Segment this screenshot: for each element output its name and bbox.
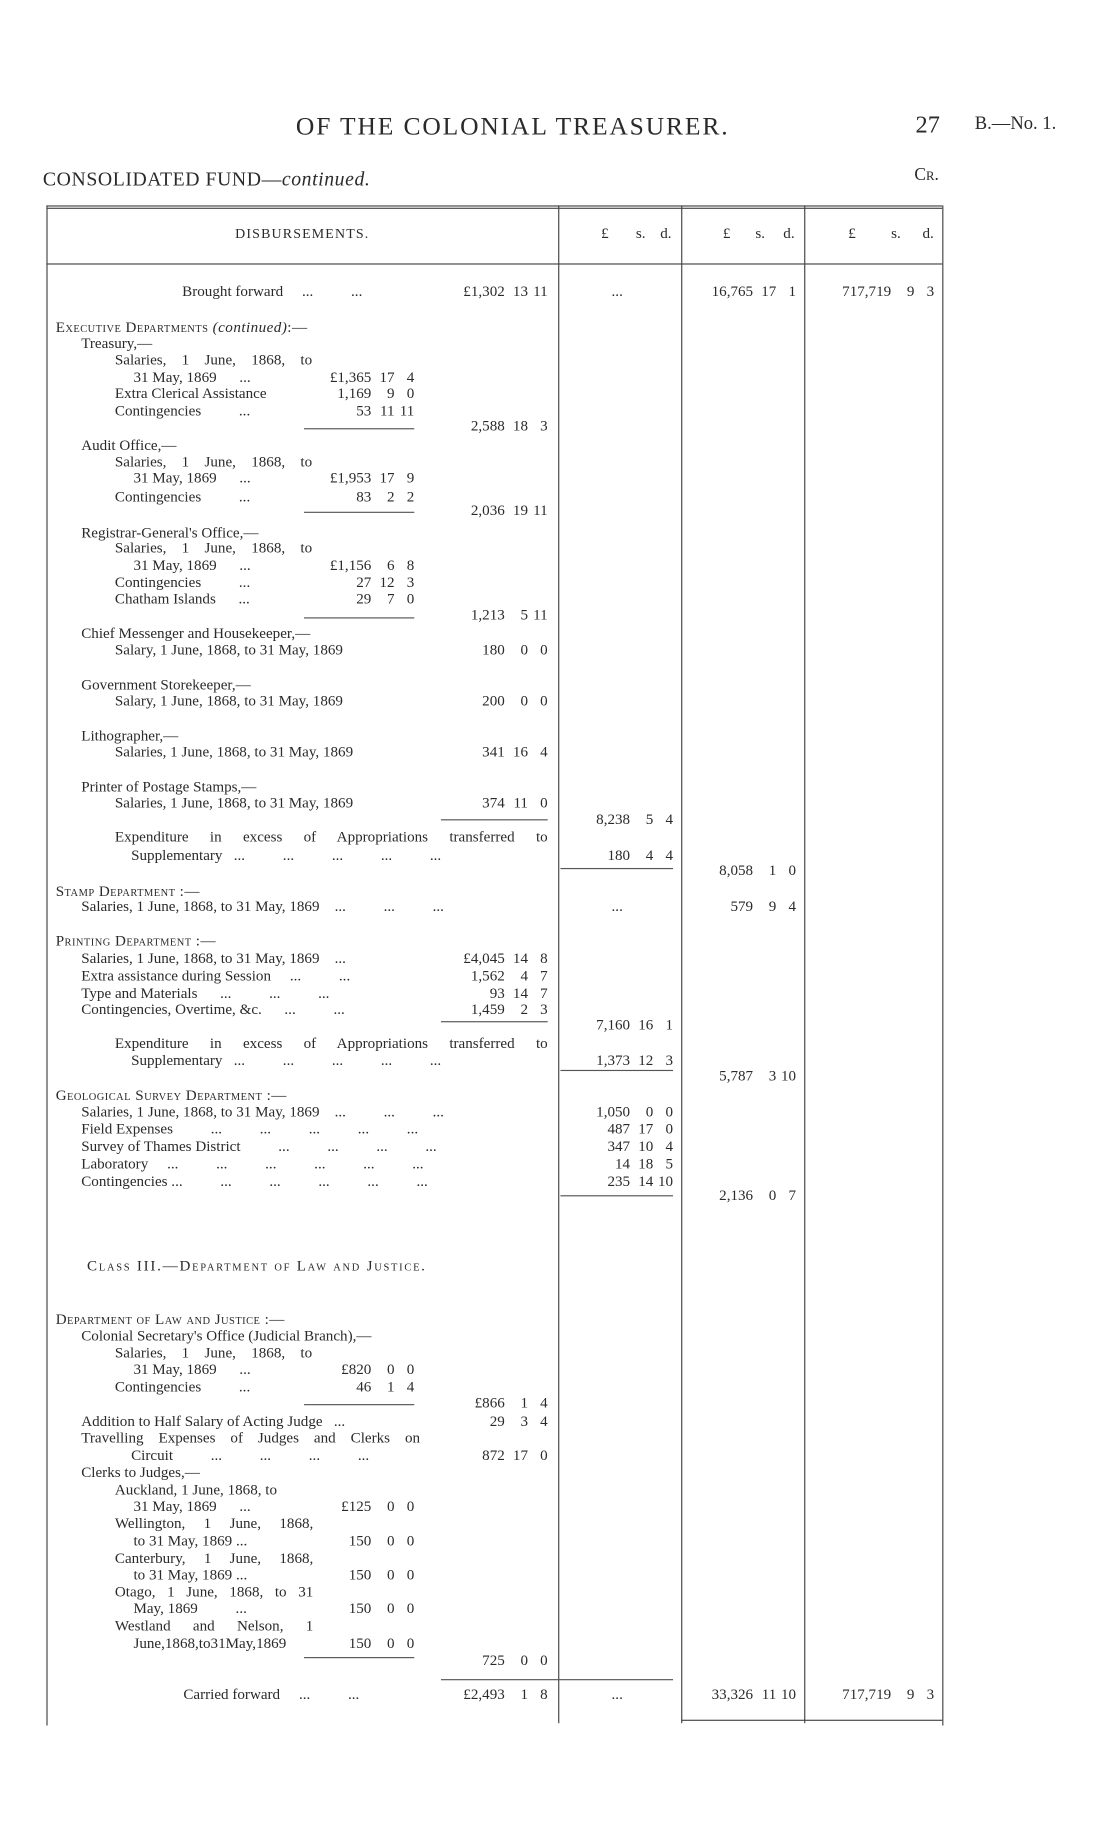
shillings: 6 xyxy=(386,555,395,574)
heading-italic: (continued) xyxy=(212,317,288,336)
line-item-label: Contingencies, Overtime, &c. ... ... xyxy=(81,1000,345,1018)
pence: 4 xyxy=(540,742,548,761)
shillings: 11 xyxy=(379,401,395,419)
shillings: 7 xyxy=(386,589,395,607)
pounds: 150 xyxy=(348,1565,372,1583)
amount-a1 xyxy=(356,589,414,608)
subtotal-rule xyxy=(304,428,414,429)
pounds: 53 xyxy=(356,401,372,419)
subtotal-rule xyxy=(304,617,414,618)
subtotal-rule xyxy=(560,1195,673,1196)
column-divider xyxy=(804,205,805,1723)
line-item-label: Lithographer,— xyxy=(81,726,179,744)
subtotal-rule xyxy=(441,819,548,820)
pence: 4 xyxy=(665,845,674,864)
pounds: 2,036 xyxy=(470,501,505,519)
amount-c1 xyxy=(607,1120,673,1139)
pounds: £820 xyxy=(341,1359,372,1378)
section-heading xyxy=(43,168,370,191)
pence: 10 xyxy=(780,1066,797,1084)
col2-pence-header: d. xyxy=(783,223,795,242)
amount-a1 xyxy=(349,1634,415,1653)
shillings: 0 xyxy=(386,1359,395,1378)
section-heading: Printing Department :— xyxy=(55,931,217,950)
line-item-label: Salaries, 1 June, 1868, to 31 May, 1869 xyxy=(114,793,354,812)
line-item-label: Treasury,— xyxy=(81,334,153,352)
empty-cell-dots: ... xyxy=(611,1684,623,1703)
shillings: 13 xyxy=(512,281,528,300)
col2-pound-header: £ xyxy=(722,223,731,242)
pounds: 83 xyxy=(356,487,372,505)
amount-a2 xyxy=(463,282,547,301)
pence: 11 xyxy=(399,401,415,419)
line-item-label: Expenditure in excess of Appropriations transferred to xyxy=(114,827,548,845)
pence: 4 xyxy=(406,367,415,386)
pounds: 1,050 xyxy=(596,1102,631,1120)
amount-a1 xyxy=(341,1497,414,1516)
amount-a2 xyxy=(471,967,548,986)
shillings: 10 xyxy=(638,1137,654,1155)
amount-a1 xyxy=(356,401,414,420)
pence: 9 xyxy=(406,468,415,487)
line-item-label: Survey of Thames District ... ... ... ... xyxy=(81,1137,437,1155)
pence: 8 xyxy=(406,555,415,574)
shillings: 11 xyxy=(761,1684,777,1703)
line-item-label: Addition to Half Salary of Acting Judge ... xyxy=(81,1412,346,1430)
subtotal-rule xyxy=(560,868,673,869)
amount-a2 xyxy=(475,1394,548,1413)
pence: 0 xyxy=(406,1565,415,1583)
subtotal-rule xyxy=(304,1404,414,1405)
line-item-label: Wellington, 1 June, 1868, xyxy=(114,1514,314,1532)
amount-c2 xyxy=(719,861,796,880)
section-heading: Geological Survey Department :— xyxy=(55,1086,287,1104)
column-divider xyxy=(942,205,943,1725)
shillings: 11 xyxy=(513,793,528,812)
shillings: 4 xyxy=(645,845,654,864)
line-item-label: Colonial Secretary's Office (Judicial Branch),— xyxy=(81,1326,372,1344)
pounds: 180 xyxy=(607,845,631,864)
line-item-label: Extra assistance during Session ... ... xyxy=(81,966,351,985)
subtotal-rule xyxy=(304,1657,414,1658)
pounds: 16,765 xyxy=(711,281,754,300)
disbursements-header: DISBURSEMENTS. xyxy=(235,225,370,242)
pence: 0 xyxy=(540,691,548,710)
pounds: 347 xyxy=(607,1137,631,1155)
pounds: 1,562 xyxy=(470,966,505,985)
amount-c1 xyxy=(596,810,673,829)
pounds: 29 xyxy=(356,589,372,607)
pounds: 8,238 xyxy=(596,809,631,828)
col1-shilling-header: s. xyxy=(635,223,646,242)
line-item-label: 31 May, 1869 ... xyxy=(133,1496,251,1515)
pence: 7 xyxy=(540,966,548,985)
line-item-label: Contingencies ... xyxy=(114,1377,251,1395)
pounds: 150 xyxy=(348,1633,372,1652)
col3-pound-header: £ xyxy=(848,223,856,242)
amount-c1 xyxy=(615,1155,673,1174)
pence: 8 xyxy=(540,1684,548,1703)
shillings: 9 xyxy=(906,1684,915,1703)
heading-tail: :— xyxy=(287,317,308,336)
pence: 4 xyxy=(665,1137,674,1155)
pounds: 180 xyxy=(482,640,505,658)
shillings: 14 xyxy=(638,1172,654,1190)
line-item-label: Laboratory ... ... ... ... ... ... xyxy=(81,1154,424,1173)
line-item-label: Government Storekeeper,— xyxy=(81,675,251,693)
amount-c2 xyxy=(719,1186,796,1205)
pounds: 717,719 xyxy=(842,281,892,300)
pounds: £1,365 xyxy=(329,367,372,386)
line-item-label: Salary, 1 June, 1868, to 31 May, 1869 xyxy=(114,640,343,658)
empty-cell-dots: ... xyxy=(611,896,623,915)
pence: 0 xyxy=(540,1651,548,1669)
amount-a1 xyxy=(349,1532,415,1551)
pence: 7 xyxy=(540,984,548,1002)
line-item-label: Salaries, 1 June, 1868, to xyxy=(114,538,313,556)
pounds: 717,719 xyxy=(842,1684,892,1703)
pounds: 93 xyxy=(489,984,505,1002)
shillings: 14 xyxy=(512,949,528,967)
amount-c1 xyxy=(607,846,673,865)
line-item-label: Salaries, 1 June, 1868, to 31 May, 1869 ... ... ... xyxy=(81,1102,444,1120)
line-item-label: Extra Clerical Assistance xyxy=(114,384,267,402)
pence: 10 xyxy=(657,1172,674,1190)
line-item-label: Chatham Islands ... xyxy=(114,589,250,607)
pence: 0 xyxy=(406,1359,415,1378)
line-item-label: Contingencies ... xyxy=(114,487,251,505)
line-item-label: Supplementary ... ... ... ... ... xyxy=(131,1051,442,1069)
line-item-label: Canterbury, 1 June, 1868, xyxy=(114,1549,314,1567)
amount-a2 xyxy=(482,1651,548,1670)
shillings: 3 xyxy=(520,1412,528,1430)
amount-a2 xyxy=(463,949,547,968)
amount-a1 xyxy=(356,1377,414,1396)
subtotal-rule xyxy=(441,1021,548,1022)
amount-c3 xyxy=(842,1685,934,1704)
pence: 11 xyxy=(533,605,548,624)
shillings: 2 xyxy=(520,1000,528,1018)
amount-c2 xyxy=(730,897,796,916)
line-item-label: Salaries, 1 June, 1868, to 31 May, 1869 ... xyxy=(81,949,346,967)
pounds: 14 xyxy=(615,1154,631,1173)
line-item-label: Salaries, 1 June, 1868, to xyxy=(114,1343,313,1362)
pounds: £4,045 xyxy=(463,949,505,967)
pence: 3 xyxy=(540,1000,548,1018)
pence: 0 xyxy=(406,1531,415,1550)
line-item-label: 31 May, 1869 ... xyxy=(133,555,251,574)
shillings: 0 xyxy=(386,1633,395,1652)
pounds: 29 xyxy=(489,1412,505,1430)
pounds: 1,169 xyxy=(337,384,372,402)
pence: 2 xyxy=(406,487,415,505)
line-item-label: to 31 May, 1869 ... xyxy=(133,1531,248,1550)
shillings: 0 xyxy=(645,1102,654,1120)
amount-a1 xyxy=(330,556,414,575)
line-item-label: Contingencies ... xyxy=(114,573,251,591)
pounds: 1,459 xyxy=(470,1000,505,1018)
amount-a2 xyxy=(482,1446,548,1465)
shillings: 16 xyxy=(638,1015,654,1033)
pounds: 150 xyxy=(348,1531,372,1550)
shillings: 1 xyxy=(520,1393,528,1412)
line-item-label: 31 May, 1869 ... xyxy=(133,468,251,487)
shillings: 0 xyxy=(386,1565,395,1583)
shillings: 16 xyxy=(512,742,528,761)
column-divider xyxy=(681,205,682,1723)
line-item-label: Otago, 1 June, 1868, to 31 xyxy=(114,1582,314,1601)
shillings: 9 xyxy=(906,281,915,300)
pence: 10 xyxy=(780,1684,797,1703)
line-item-label: Contingencies ... ... ... ... ... ... xyxy=(81,1172,428,1190)
shillings: 1 xyxy=(520,1684,528,1703)
pence: 8 xyxy=(540,949,548,967)
pence: 3 xyxy=(665,1051,674,1069)
shillings: 0 xyxy=(386,1599,395,1617)
line-item-label: Brought forward ... ... xyxy=(182,281,363,300)
amount-a1 xyxy=(341,1360,414,1379)
pence: 3 xyxy=(540,416,548,434)
line-item-label: Salaries, 1 June, 1868, to xyxy=(114,452,313,470)
line-item-label: Supplementary ... ... ... ... ... xyxy=(131,845,442,864)
shillings: 1 xyxy=(386,1377,395,1395)
line-item-label: Circuit ... ... ... ... xyxy=(131,1445,370,1464)
shillings: 3 xyxy=(768,1066,777,1084)
section-name: CONSOLIDATED FUND— xyxy=(42,168,282,191)
shillings: 9 xyxy=(386,384,395,402)
amount-c1 xyxy=(596,1102,673,1121)
empty-cell-dots: ... xyxy=(611,281,623,300)
amount-c1 xyxy=(607,1137,673,1156)
pounds: 235 xyxy=(607,1172,631,1190)
subtotal-rule xyxy=(560,1070,673,1071)
col3-pence-header: d. xyxy=(922,223,934,242)
pence: 0 xyxy=(406,589,415,607)
amount-a1 xyxy=(330,469,414,488)
line-item-label: Clerks to Judges,— xyxy=(81,1463,200,1481)
pounds: 374 xyxy=(482,793,505,812)
shillings: 17 xyxy=(638,1119,654,1138)
pence: 4 xyxy=(540,1412,548,1430)
shillings: 18 xyxy=(638,1154,654,1173)
pence: 4 xyxy=(406,1377,415,1395)
pounds: £1,302 xyxy=(463,281,505,300)
shillings: 18 xyxy=(512,416,528,434)
line-item-label: Field Expenses ... ... ... ... ... xyxy=(81,1119,419,1138)
line-item-label: Expenditure in excess of Appropriations transferred to xyxy=(114,1033,548,1052)
shillings: 17 xyxy=(512,1445,528,1464)
pounds: 150 xyxy=(348,1599,372,1617)
subtotal-rule xyxy=(304,512,414,513)
pounds: 872 xyxy=(482,1445,505,1464)
pounds: 7,160 xyxy=(596,1015,631,1033)
pounds: 579 xyxy=(730,896,754,915)
line-item-label: Printer of Postage Stamps,— xyxy=(81,777,257,795)
shillings: 0 xyxy=(520,1651,528,1669)
shillings: 0 xyxy=(386,1496,395,1515)
line-item-label: Travelling Expenses of Judges and Clerks on xyxy=(81,1428,421,1446)
line-item-label: Salaries, 1 June, 1868, to 31 May, 1869 ... ... ... xyxy=(81,896,444,915)
shillings: 12 xyxy=(638,1051,654,1069)
pounds: £1,953 xyxy=(329,468,372,487)
pence: 1 xyxy=(788,281,797,300)
shillings: 4 xyxy=(520,966,528,985)
pounds: 725 xyxy=(482,1651,505,1669)
amount-a2 xyxy=(471,501,548,520)
pence: 4 xyxy=(788,896,797,915)
amount-c1 xyxy=(607,1172,673,1191)
pounds: £125 xyxy=(341,1496,372,1515)
document-reference: B.—No. 1. xyxy=(974,113,1057,134)
amount-a1 xyxy=(349,1599,415,1618)
line-item-label: Carried forward ... ... xyxy=(183,1684,360,1703)
pence: 11 xyxy=(533,281,548,300)
pence: 7 xyxy=(788,1185,797,1204)
pence: 0 xyxy=(665,1119,674,1138)
amount-a1 xyxy=(356,487,414,506)
amount-a2 xyxy=(490,1412,548,1431)
amount-c1 xyxy=(596,1015,673,1034)
pounds: 2,136 xyxy=(719,1185,754,1204)
line-item-label: Salaries, 1 June, 1868, to 31 May, 1869 xyxy=(114,742,354,761)
pence: 0 xyxy=(665,1102,674,1120)
table-rule xyxy=(46,208,942,209)
col1-pence-header: d. xyxy=(660,223,672,242)
pounds: 33,326 xyxy=(711,1684,754,1703)
amount-a2 xyxy=(471,606,548,625)
pence: 0 xyxy=(406,1599,415,1617)
line-item-label: Contingencies ... xyxy=(114,401,251,419)
shillings: 17 xyxy=(379,367,395,386)
pence: 4 xyxy=(540,1393,548,1412)
table-rule xyxy=(46,263,942,264)
section-heading: Stamp Department :— xyxy=(55,881,200,900)
shillings: 14 xyxy=(512,984,528,1002)
pence: 5 xyxy=(665,1154,674,1173)
amount-c1 xyxy=(596,1051,673,1070)
pounds: 1,213 xyxy=(470,605,505,624)
amount-c3 xyxy=(842,282,934,301)
page-number: 27 xyxy=(915,110,940,139)
shillings: 0 xyxy=(520,691,528,710)
amount-a2 xyxy=(471,417,548,436)
pounds: 5,787 xyxy=(719,1066,754,1084)
shillings: 2 xyxy=(386,487,395,505)
amount-a1 xyxy=(349,1565,415,1584)
pence: 4 xyxy=(665,809,674,828)
pounds: £1,156 xyxy=(329,555,372,574)
shillings: 17 xyxy=(761,281,777,300)
line-item-label: May, 1869 ... xyxy=(133,1599,247,1617)
credit-side-label: Cr. xyxy=(914,165,939,185)
pence: 0 xyxy=(788,861,797,879)
pence: 0 xyxy=(406,1633,415,1652)
shillings: 12 xyxy=(379,573,395,591)
line-item-label: to 31 May, 1869 ... xyxy=(133,1565,248,1583)
pounds: 27 xyxy=(356,573,372,591)
amount-a1 xyxy=(337,384,414,403)
col2-shilling-header: s. xyxy=(755,223,766,242)
pence: 3 xyxy=(406,573,415,591)
pence: 0 xyxy=(540,640,548,658)
section-heading: Class III.—Department of Law and Justice. xyxy=(87,1256,427,1275)
line-item-label: June,1868,to31May,1869 xyxy=(133,1633,287,1652)
shillings: 0 xyxy=(768,1185,777,1204)
line-item-label: Type and Materials ... ... ... xyxy=(81,984,330,1002)
line-item-label: Salary, 1 June, 1868, to 31 May, 1869 xyxy=(114,691,343,710)
column-divider xyxy=(46,205,47,1725)
pence: 11 xyxy=(533,501,548,519)
pounds: 200 xyxy=(482,691,505,710)
pounds: £2,493 xyxy=(463,1684,505,1703)
line-item-label: Auckland, 1 June, 1868, to xyxy=(114,1480,278,1499)
amount-c2 xyxy=(719,1066,796,1085)
amount-c2 xyxy=(712,1685,796,1704)
shillings: 19 xyxy=(512,501,528,519)
section-continued: continued. xyxy=(281,168,371,191)
pounds: 341 xyxy=(482,742,505,761)
line-item-label: Chief Messenger and Housekeeper,— xyxy=(81,624,311,642)
col1-pound-header: £ xyxy=(601,223,609,242)
pounds: £866 xyxy=(474,1393,505,1412)
amount-a2 xyxy=(482,692,548,711)
page-title: OF THE COLONIAL TREASURER. xyxy=(295,111,730,141)
pence: 0 xyxy=(406,384,415,402)
pounds: 8,058 xyxy=(719,861,754,879)
table-rule xyxy=(46,205,942,206)
amount-c2 xyxy=(712,282,796,301)
subtotal-rule xyxy=(441,1679,673,1680)
pence: 1 xyxy=(665,1015,674,1033)
pounds: 487 xyxy=(607,1119,631,1138)
col3-shilling-header: s. xyxy=(891,223,901,242)
shillings: 0 xyxy=(520,640,528,658)
pence: 0 xyxy=(406,1496,415,1515)
pounds: 46 xyxy=(356,1377,372,1395)
table-rule xyxy=(681,1720,942,1721)
shillings: 9 xyxy=(768,896,777,915)
pence: 0 xyxy=(540,1445,548,1464)
amount-a2 xyxy=(482,641,548,660)
line-item-label: Audit Office,— xyxy=(81,436,177,454)
line-item-label: 31 May, 1869 ... xyxy=(133,367,251,386)
shillings: 0 xyxy=(386,1531,395,1550)
pounds: 2,588 xyxy=(470,416,505,434)
amount-a2 xyxy=(482,743,548,762)
pence: 3 xyxy=(926,281,935,300)
amount-a2 xyxy=(482,794,548,813)
shillings: 5 xyxy=(520,605,528,624)
line-item-label: Westland and Nelson, 1 xyxy=(114,1616,314,1634)
shillings: 1 xyxy=(768,861,777,879)
line-item-label: 31 May, 1869 ... xyxy=(133,1359,251,1378)
section-heading: Department of Law and Justice :— xyxy=(55,1310,285,1328)
line-item-label: Salaries, 1 June, 1868, to xyxy=(114,350,313,368)
heading-text: Executive Departments xyxy=(55,317,213,336)
shillings: 17 xyxy=(379,468,395,487)
column-divider xyxy=(558,205,559,1723)
pence: 3 xyxy=(926,1684,935,1703)
amount-a2 xyxy=(463,1685,547,1704)
line-item-label: Registrar-General's Office,— xyxy=(81,523,259,541)
pounds: 1,373 xyxy=(596,1051,631,1069)
amount-a2 xyxy=(471,1000,548,1019)
shillings: 5 xyxy=(645,809,654,828)
pence: 0 xyxy=(540,793,548,812)
